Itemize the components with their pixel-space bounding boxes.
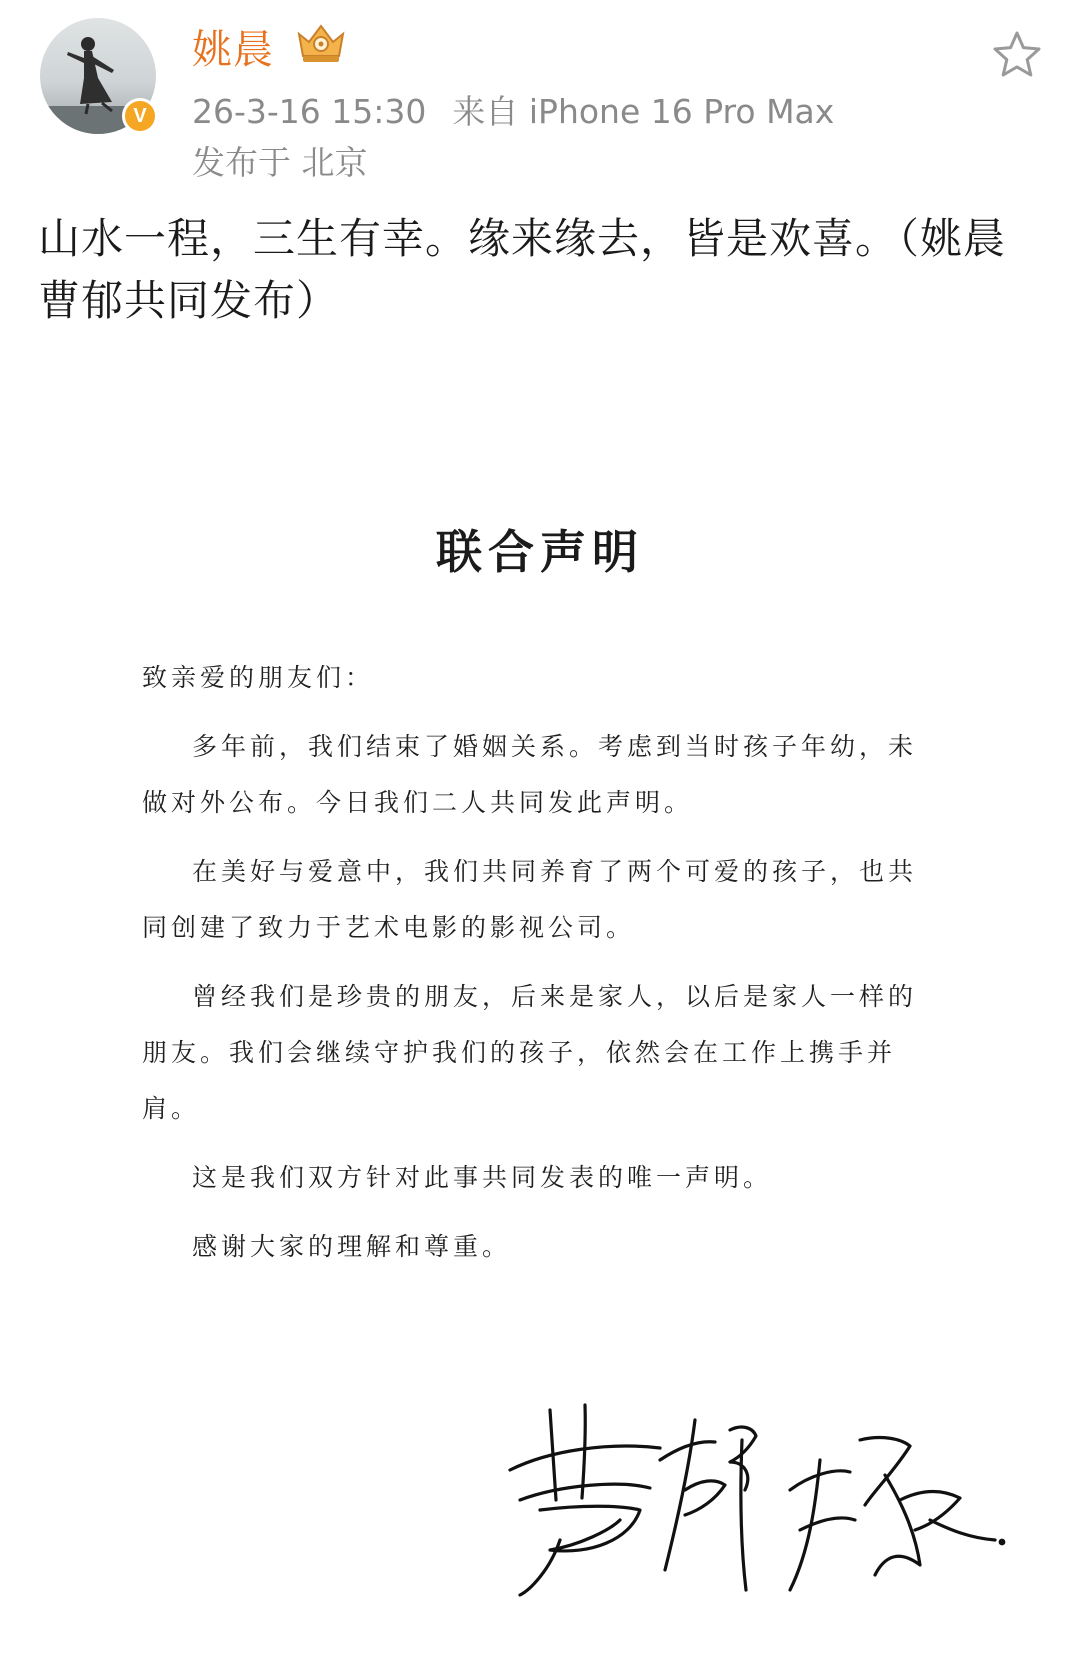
post-location: 发布于 北京	[192, 143, 368, 182]
statement-paragraph: 感谢大家的理解和尊重。	[192, 1232, 512, 1261]
author-name[interactable]: 姚晨	[192, 27, 274, 73]
post-source: 来自 iPhone 16 Pro Max	[452, 92, 835, 131]
statement-paragraph: 这是我们双方针对此事共同发表的唯一声明。	[192, 1163, 773, 1192]
avatar[interactable]	[40, 18, 156, 134]
post-text: 山水一程，三生有幸。缘来缘去，皆是欢喜。（姚晨曹郁共同发布）	[38, 214, 1007, 325]
statement-paragraph: 在美好与爱意中，我们共同养育了两个可爱的孩子，也共同创建了致力于艺术电影的影视公司。	[142, 857, 918, 942]
verified-v-icon: V	[122, 98, 158, 134]
star-outline-icon[interactable]	[990, 28, 1044, 82]
statement-title: 联合声明	[436, 525, 644, 579]
post-header	[0, 0, 1080, 190]
handwritten-signature	[490, 1380, 1010, 1610]
post-meta	[192, 86, 834, 133]
statement-image[interactable]	[0, 490, 1080, 1653]
post-timestamp: 26-3-16 15:30	[192, 92, 427, 131]
statement-body	[142, 650, 932, 1275]
statement-paragraph: 多年前，我们结束了婚姻关系。考虑到当时孩子年幼，未做对外公布。今日我们二人共同发此声明。	[142, 732, 918, 817]
statement-greeting: 致亲爱的朋友们：	[142, 663, 375, 692]
statement-paragraph: 曾经我们是珍贵的朋友，后来是家人，以后是家人一样的朋友。我们会继续守护我们的孩子，依然会在工作上携手并肩。	[142, 982, 918, 1123]
crown-badge-icon[interactable]	[293, 20, 349, 64]
